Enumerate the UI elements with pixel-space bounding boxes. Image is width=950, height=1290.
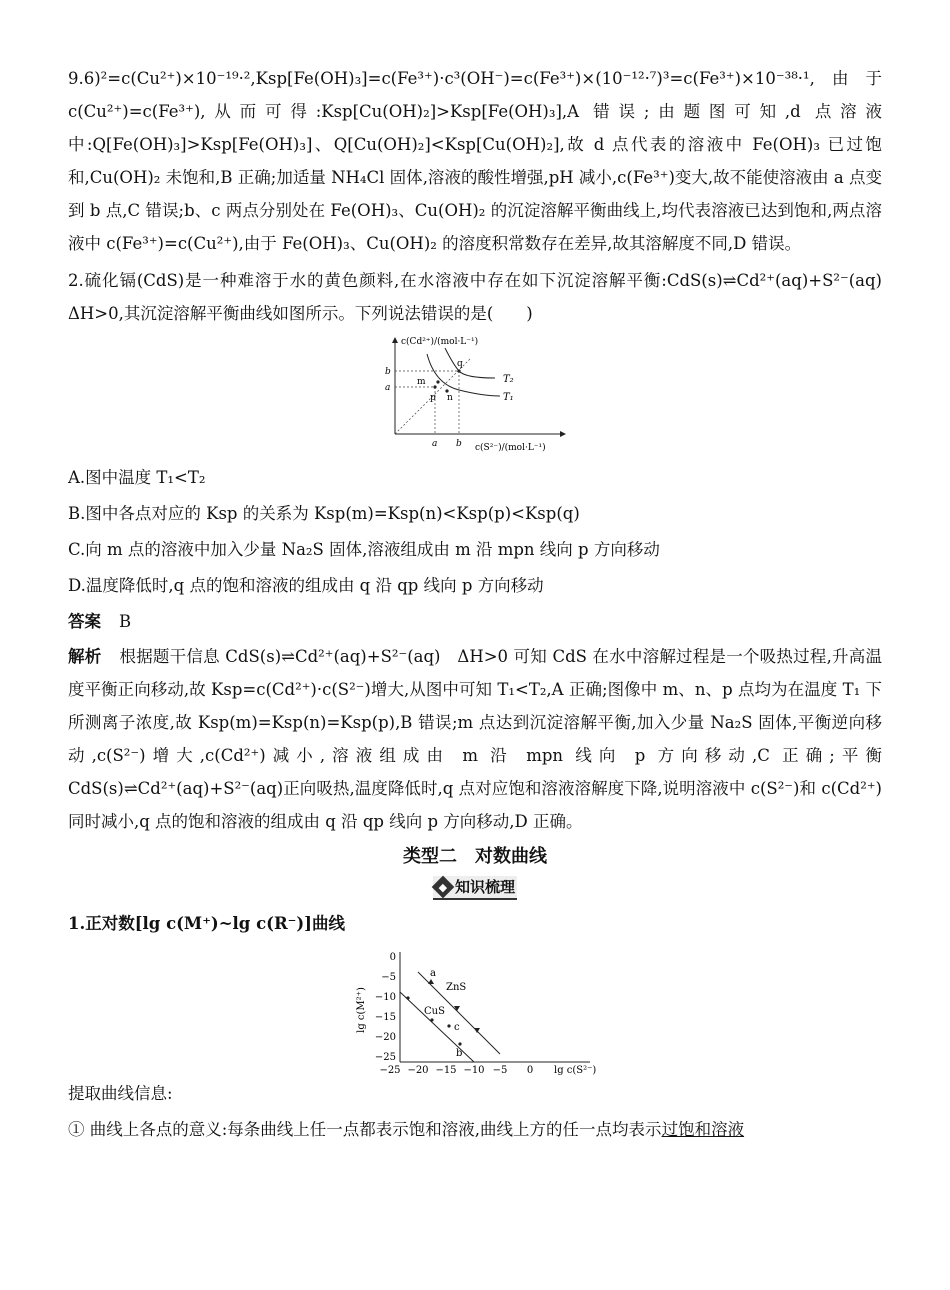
y-tick-20: −20 [374,1032,396,1043]
x-tick-b: b [456,439,462,449]
answer-value: B [119,612,132,631]
badge-label: 知识梳理 [454,878,515,896]
extract-heading: 提取曲线信息: [68,1084,173,1103]
answer-line [68,604,882,640]
diamond-icon: ◆ [432,875,455,898]
log-curve-figure [350,944,600,1076]
option-a: A.图中温度 T₁<T₂ [68,468,206,487]
y-tick-a: a [385,383,391,393]
x-tick-25: −25 [379,1065,401,1076]
x-axis-label: c(S²⁻)/(mol·L⁻¹) [475,443,546,453]
y-axis-label: lg c(M²⁺) [356,987,367,1033]
y-tick-25: −25 [374,1052,396,1063]
x-tick-0: 0 [526,1065,534,1076]
x-axis-label: lg c(S²⁻) [554,1065,597,1076]
analysis-text: 根据题干信息 CdS(s)⇌Cd²⁺(aq)+S²⁻(aq) ΔH>0 可知 CdS 在水中溶解过程是一个吸热过程,升高温度平衡正向移动,故 Ksp=c(Cd²⁺)·c(S²⁻)增大,从图中可知 T₁<T₂,A 正确;图像中 m、n、p 点均为在温度 T₁ 下所测离子浓度,故 Ksp(m)=Ksp(n)=Ksp(p),B 错误;m 点达到沉淀溶解平衡,加入少量 Na₂S 固体,平衡逆向移动,c(S²⁻)增大,c(Cd²⁺)减小,溶液组成由 m 沿 mpn 线向 p 方向移动,C 正确;平衡 CdS(s)⇌Cd²⁺(aq)+S²⁻(aq)正向吸热,温度降低时,q 点对应饱和溶液溶解度下降,说明溶液中 c(S²⁻)和 c(Cd²⁺)同时减小,q 点的饱和溶液的组成由 q 沿 qp 线向 p 方向移动,D 正确。 [68,647,883,831]
page-content [68,62,899,1148]
x-tick-5: −5 [492,1065,508,1076]
y-tick-5: −5 [381,972,396,983]
point-1-text: ① 曲线上各点的意义:每条曲线上任一点都表示饱和溶液,曲线上方的任一点均表示 [68,1120,662,1139]
analysis-paragraph [68,640,882,838]
section-title: 类型二 对数曲线 [403,846,547,867]
y-tick-15: −15 [374,1012,396,1023]
analysis-continued-paragraph: 9.6)²=c(Cu²⁺)×10⁻¹⁹·²,Ksp[Fe(OH)₃]=c(Fe³⁺)·c³(OH⁻)=c(Fe³⁺)×(10⁻¹²·⁷)³=c(Fe³⁺)×10⁻³⁸·¹,由于 c(Cu²⁺)=c(Fe³⁺),从而可得:Ksp[Cu(OH)₂]>Ksp[Fe(OH)₃],A 错误;由题图可知,d 点溶液中:Q[Fe(OH)₃]>Ksp[Fe(OH)₃]、Q[Cu(OH)₂]<Ksp[Cu(OH)₂],故 d 点代表的溶液中 Fe(OH)₃ 已过饱和,Cu(OH)₂ 未饱和,B 正确;加适量 NH₄Cl 固体,溶液的酸性增强,pH 减小,c(Fe³⁺)变大,故不能使溶液由 a 点变到 b 点,C 错误;b、c 两点分别处在 Fe(OH)₃、Cu(OH)₂ 的沉淀溶解平衡曲线上,均代表溶液已达到饱和,两点溶液中 c(Fe³⁺)=c(Cu²⁺),由于 Fe(OH)₃、Cu(OH)₂ 的溶度积常数存在差异,故其溶解度不同,D 错误。 [68,69,882,253]
option-b: B.图中各点对应的 Ksp 的关系为 Ksp(m)=Ksp(n)<Ksp(p)<Ksp(q) [68,504,580,523]
answer-label: 答案 [68,612,101,631]
point-p: p [430,393,436,403]
point-b: b [456,1048,463,1059]
knowledge-badge [68,876,882,900]
y-axis-label: c(Cd²⁺)/(mol·L⁻¹) [401,337,479,347]
subsection-title: 1.正对数[lg c(M⁺)~lg c(R⁻)]曲线 [68,914,345,933]
option-c: C.向 m 点的溶液中加入少量 Na₂S 固体,溶液组成由 m 沿 mpn 线向 p 方向移动 [68,540,660,559]
curve-t2-label: T₂ [503,374,514,385]
cus-label: CuS [424,1006,445,1017]
point-n: n [447,393,453,403]
question-2-stem: 2.硫化镉(CdS)是一种难溶于水的黄色颜料,在水溶液中存在如下沉淀溶解平衡:CdS(s)⇌Cd²⁺(aq)+S²⁻(aq) ΔH>0,其沉淀溶解平衡曲线如图所示。下列说法错误的是( ) [68,271,899,323]
cus-line [400,992,474,1062]
y-tick-b: b [385,367,391,377]
y-tick-10: −10 [374,992,396,1003]
x-tick-20: −20 [407,1065,429,1076]
y-tick-0: 0 [389,952,396,963]
curve-t1-label: T₁ [503,392,514,403]
option-d: D.温度降低时,q 点的饱和溶液的组成由 q 沿 qp 线向 p 方向移动 [68,576,544,595]
zns-label: ZnS [446,982,467,993]
curve-t1 [427,354,500,396]
analysis-label: 解析 [68,647,102,666]
x-tick-a: a [432,439,438,449]
point-q: q [457,359,463,369]
x-tick-10: −10 [463,1065,485,1076]
point-a: a [430,968,436,979]
x-tick-15: −15 [435,1065,457,1076]
point-m: m [417,377,426,387]
point-c: c [454,1022,460,1033]
point-1-underlined: 过饱和溶液 [661,1120,745,1139]
solubility-curve-figure [375,334,575,456]
point-1 [68,1112,882,1148]
curve-t2 [445,348,495,378]
